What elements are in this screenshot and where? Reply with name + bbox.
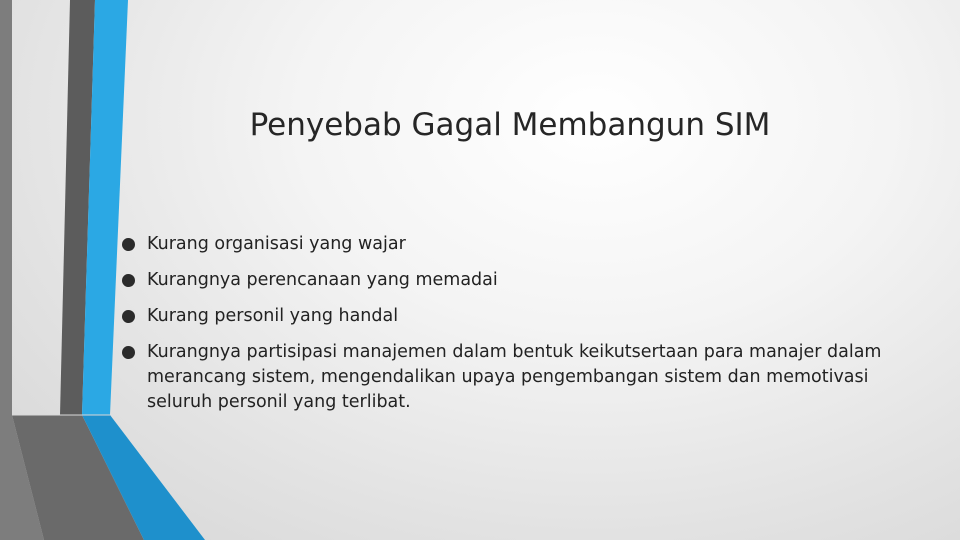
bullet-dot-icon: [122, 346, 135, 359]
bullet-item: [120, 232, 890, 257]
bullet-text: Kurangnya partisipasi manajemen dalam bentuk keikutsertaan para manajer dalam merancang sistem, mengendalikan upaya pengembangan sistem dan memotivasi seluruh personil yang terlibat.: [147, 342, 882, 412]
bullet-item: [120, 268, 890, 293]
bullet-dot-icon: [122, 310, 135, 323]
bullet-dot-icon: [122, 238, 135, 251]
slide-title: Penyebab Gagal Membangun SIM: [249, 107, 771, 143]
bullet-text: Kurangnya perencanaan yang memadai: [147, 270, 498, 290]
bullet-dot-icon: [122, 274, 135, 287]
bullet-list: [120, 232, 890, 426]
bullet-text: Kurang personil yang handal: [147, 306, 399, 326]
bullet-item: [120, 304, 890, 329]
bullet-item: [120, 340, 890, 415]
bullet-text: Kurang organisasi yang wajar: [147, 234, 406, 254]
